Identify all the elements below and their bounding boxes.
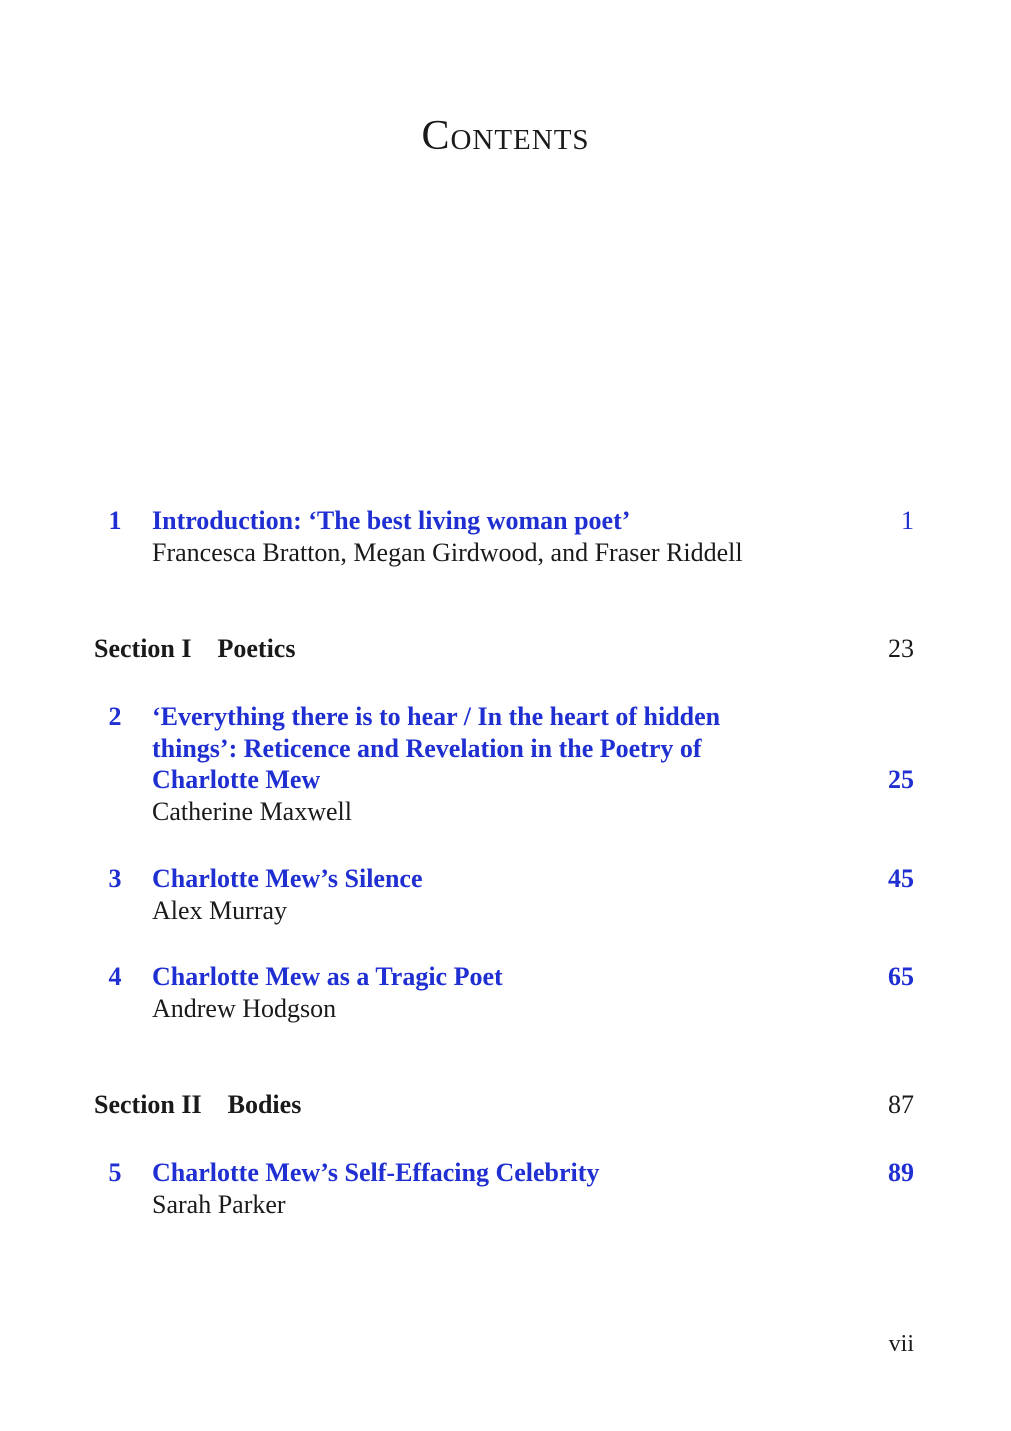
chapter-title-line[interactable]: Charlotte Mew as a Tragic Poet: [152, 962, 503, 991]
section-heading: [94, 633, 295, 664]
chapter-title-line[interactable]: Charlotte Mew’s Silence: [152, 864, 423, 893]
chapter-title-line[interactable]: Introduction: ‘The best living woman poet’: [152, 506, 631, 535]
page-title: Contents: [421, 113, 590, 159]
section-page-number: 23: [888, 634, 914, 663]
section-heading: [94, 1089, 301, 1120]
chapter-page-number[interactable]: 89: [888, 1158, 914, 1187]
chapter-author: Sarah Parker: [152, 1190, 286, 1219]
chapter-number: 1: [108, 506, 122, 535]
chapter-number: 5: [108, 1158, 122, 1187]
chapter-title[interactable]: [152, 505, 832, 537]
section-name: Poetics: [217, 634, 296, 663]
chapter-number: 2: [108, 702, 122, 731]
page-folio: vii: [888, 1331, 914, 1357]
chapter-author: Catherine Maxwell: [152, 797, 352, 826]
section-name: Bodies: [227, 1090, 302, 1119]
chapter-page-number[interactable]: 65: [888, 962, 914, 991]
chapter-page-number[interactable]: 25: [888, 765, 914, 794]
section-label: Section I: [94, 634, 192, 663]
chapter-author: Andrew Hodgson: [152, 994, 337, 1023]
chapter-title-line[interactable]: Charlotte Mew’s Self-Effacing Celebrity: [152, 1158, 600, 1187]
chapter-number: 4: [108, 962, 122, 991]
chapter-author: Alex Murray: [152, 896, 288, 925]
chapter-number: 3: [108, 864, 122, 893]
section-label: Section II: [94, 1090, 202, 1119]
chapter-title[interactable]: [152, 961, 832, 993]
chapter-title-line[interactable]: things’: Reticence and Revelation in the Poetry of: [152, 733, 702, 763]
chapter-author: Francesca Bratton, Megan Girdwood, and Fraser Riddell: [152, 538, 743, 567]
chapter-title[interactable]: [152, 701, 832, 796]
chapter-page-number[interactable]: 1: [901, 506, 914, 535]
chapter-page-number[interactable]: 45: [888, 864, 914, 893]
chapter-title[interactable]: [152, 1157, 832, 1189]
chapter-title-line[interactable]: Charlotte Mew: [152, 765, 321, 794]
chapter-title[interactable]: [152, 863, 832, 895]
chapter-title-line[interactable]: ‘Everything there is to hear / In the heart of hidden: [152, 702, 721, 731]
section-page-number: 87: [888, 1090, 914, 1119]
